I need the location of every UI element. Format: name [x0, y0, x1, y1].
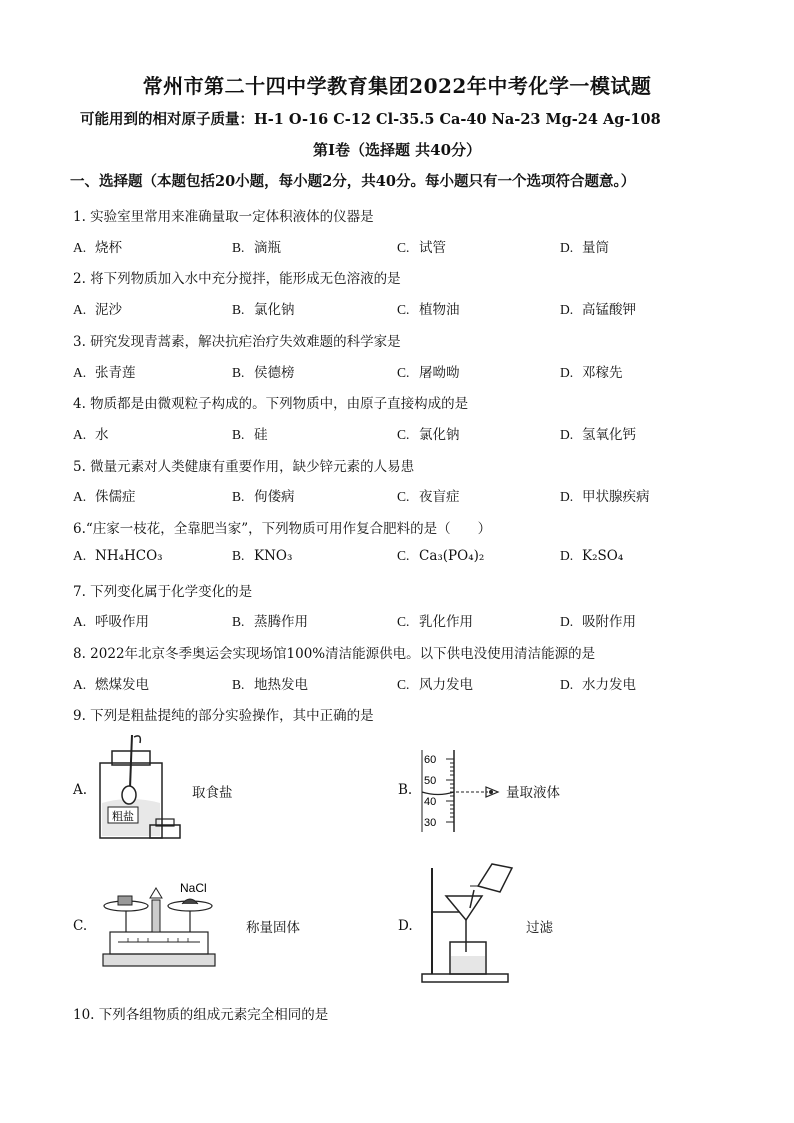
jar-label: 粗盐: [112, 811, 134, 823]
question-4-option-b: [232, 423, 268, 443]
question-5-option-a: [73, 485, 136, 505]
question-8-stem: 8. 2022年北京冬季奥运会实现场馆100%清洁能源供电。以下供电没使用清洁能源的是: [73, 646, 596, 662]
option-text: NH₄HCO₃: [95, 548, 163, 564]
option-letter: D.: [560, 677, 574, 692]
option-text: 呼吸作用: [95, 614, 149, 630]
option-letter: C.: [397, 302, 410, 317]
option-letter: B.: [232, 240, 245, 255]
question-7-option-c: [397, 610, 473, 630]
question-5-option-c: [397, 485, 460, 505]
option-letter: A.: [73, 302, 87, 317]
question-1-option-a: [73, 236, 122, 256]
question-1-option-c: [397, 236, 446, 256]
option-text: 水力发电: [582, 677, 636, 693]
option-text: 量筒: [582, 240, 609, 256]
question-1-stem: 1. 实验室里常用来准确量取一定体积液体的仪器是: [73, 209, 374, 225]
section-heading: 第Ⅰ卷（选择题 共40分）: [312, 141, 482, 159]
option-text: 试管: [419, 240, 446, 256]
tick-50: 50: [424, 775, 437, 787]
question-6-option-c: [397, 548, 484, 564]
question-6-option-a: [73, 548, 163, 564]
question-2-option-d: [560, 298, 636, 318]
option-letter: D.: [560, 427, 574, 442]
option-letter: A.: [73, 427, 87, 442]
option-text: 水: [95, 427, 109, 443]
question-3-option-d: [560, 361, 623, 381]
option-letter: C.: [397, 489, 410, 504]
part-heading: 一、选择题（本题包括20小题，每小题2分，共40分。每小题只有一个选项符合题意。）: [70, 173, 636, 190]
option-letter: A.: [73, 365, 87, 380]
q9-option-d-text: 过滤: [526, 920, 553, 936]
question-7-option-a: [73, 610, 149, 630]
option-text: 泥沙: [95, 302, 122, 318]
option-letter: B.: [232, 677, 245, 692]
option-text: 乳化作用: [419, 614, 473, 630]
option-text: 吸附作用: [582, 614, 636, 630]
question-2-option-c: [397, 298, 460, 318]
option-letter: C.: [397, 614, 410, 629]
option-letter: B.: [232, 427, 245, 442]
q9-option-a-letter: A.: [73, 782, 88, 798]
question-3-option-c: [397, 361, 460, 381]
q9-option-d-letter: D.: [398, 918, 413, 934]
graduated-cylinder-figure: [418, 748, 508, 834]
question-6-option-d: [560, 548, 623, 564]
option-letter: A.: [73, 548, 87, 563]
question-1-option-d: [560, 236, 609, 256]
option-text: 滴瓶: [254, 240, 281, 256]
option-text: 烧杯: [95, 240, 122, 256]
option-text: KNO₃: [254, 548, 293, 564]
option-text: Ca₃(PO₄)₂: [419, 548, 485, 564]
question-3-option-a: [73, 361, 136, 381]
option-text: 甲状腺疾病: [582, 489, 650, 505]
option-text: 高锰酸钾: [582, 302, 636, 318]
question-7-option-b: [232, 610, 308, 630]
question-4-option-d: [560, 423, 636, 443]
question-5-option-d: [560, 485, 650, 505]
option-letter: C.: [397, 365, 410, 380]
option-text: 燃煤发电: [95, 677, 149, 693]
question-8-option-b: [232, 673, 308, 693]
question-2-stem: 2. 将下列物质加入水中充分搅拌，能形成无色溶液的是: [73, 271, 401, 287]
question-10-stem: 10. 下列各组物质的组成元素完全相同的是: [73, 1007, 329, 1023]
option-text: 硅: [254, 427, 268, 443]
q9-option-b-text: 量取液体: [506, 785, 560, 801]
question-9-stem: 9. 下列是粗盐提纯的部分实验操作，其中正确的是: [73, 708, 374, 724]
option-text: 地热发电: [254, 677, 308, 693]
question-3-stem: 3. 研究发现青蒿素，解决抗疟治疗失效难题的科学家是: [73, 334, 401, 350]
question-6-stem: 6.“庄家一枝花，全靠肥当家”，下列物质可用作复合肥料的是（ ）: [73, 521, 492, 537]
option-text: 邓稼先: [582, 365, 623, 381]
question-8-option-a: [73, 673, 149, 693]
question-4-stem: 4. 物质都是由微观粒子构成的。下列物质中，由原子直接构成的是: [73, 396, 469, 412]
tick-30: 30: [424, 817, 437, 829]
option-letter: D.: [560, 365, 574, 380]
question-2-option-a: [73, 298, 122, 318]
option-letter: C.: [397, 240, 410, 255]
option-text: 氢氧化钙: [582, 427, 636, 443]
option-letter: B.: [232, 489, 245, 504]
option-text: 蒸腾作用: [254, 614, 308, 630]
question-5-option-b: [232, 485, 295, 505]
salt-jar-spoon-figure: [92, 733, 192, 843]
option-text: 风力发电: [419, 677, 473, 693]
question-7-option-d: [560, 610, 636, 630]
option-text: K₂SO₄: [582, 548, 624, 564]
option-letter: B.: [232, 365, 245, 380]
balance-salt-label: NaCl: [180, 881, 207, 895]
option-letter: B.: [232, 548, 245, 563]
option-text: 佝偻病: [254, 489, 295, 505]
question-1-option-b: [232, 236, 281, 256]
option-text: 侯德榜: [254, 365, 295, 381]
question-6-option-b: [232, 548, 292, 564]
filtration-setup-figure: [418, 856, 518, 986]
question-2-option-b: [232, 298, 295, 318]
q9-option-c-text: 称量固体: [246, 920, 300, 936]
option-text: 侏儒症: [95, 489, 136, 505]
question-4-option-c: [397, 423, 460, 443]
option-text: 氯化钠: [254, 302, 295, 318]
option-letter: A.: [73, 240, 87, 255]
option-letter: A.: [73, 614, 87, 629]
option-letter: D.: [560, 489, 574, 504]
q9-option-a-text: 取食盐: [192, 785, 233, 801]
question-7-stem: 7. 下列变化属于化学变化的是: [73, 584, 253, 600]
option-letter: C.: [397, 677, 410, 692]
option-letter: A.: [73, 677, 87, 692]
option-letter: D.: [560, 302, 574, 317]
question-8-option-c: [397, 673, 473, 693]
question-4-option-a: [73, 423, 109, 443]
option-letter: A.: [73, 489, 87, 504]
tick-40: 40: [424, 796, 437, 808]
option-letter: D.: [560, 548, 574, 563]
option-text: 张青莲: [95, 365, 136, 381]
q9-option-b-letter: B.: [398, 782, 413, 798]
question-3-option-b: [232, 361, 295, 381]
option-letter: C.: [397, 548, 410, 563]
balance-scale-figure: [98, 876, 223, 970]
atomic-masses: 可能用到的相对原子质量：H-1 O-16 C-12 Cl-35.5 Ca-40 Na-23 Mg-24 Ag-108: [80, 111, 661, 128]
tick-60: 60: [424, 754, 437, 766]
option-letter: D.: [560, 240, 574, 255]
option-text: 夜盲症: [419, 489, 460, 505]
option-text: 氯化钠: [419, 427, 460, 443]
question-8-option-d: [560, 673, 636, 693]
option-text: 屠呦呦: [419, 365, 460, 381]
option-letter: D.: [560, 614, 574, 629]
question-5-stem: 5. 微量元素对人类健康有重要作用，缺少锌元素的人易患: [73, 459, 415, 475]
q9-option-c-letter: C.: [73, 918, 88, 934]
option-letter: B.: [232, 614, 245, 629]
option-letter: B.: [232, 302, 245, 317]
option-text: 植物油: [419, 302, 460, 318]
option-letter: C.: [397, 427, 410, 442]
page-title: 常州市第二十四中学教育集团2022年中考化学一模试题: [142, 74, 652, 98]
